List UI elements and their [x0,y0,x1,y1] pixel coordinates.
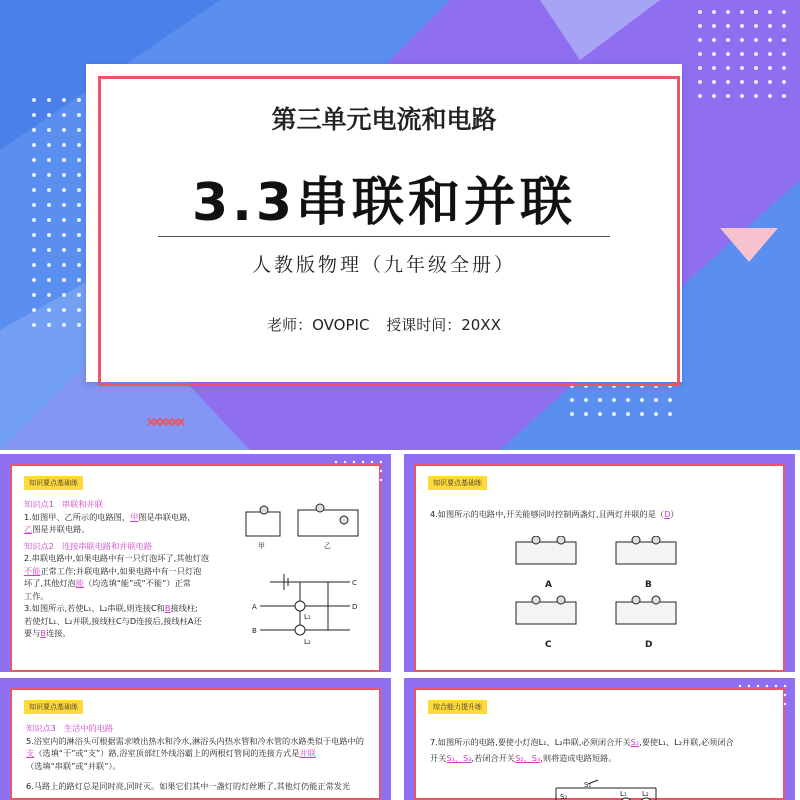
decorative-dot [698,24,702,28]
decorative-dot [739,685,741,687]
decorative-dot [32,128,36,132]
decorative-dot [712,38,716,42]
decorative-dot [77,248,81,252]
decorative-dot [32,158,36,162]
decorative-dot [335,470,337,472]
text-line: 7.如图所示的电路,要使小灯泡L₁、L₂串联,必须闭合开关S₂,要使L₁、L₂并联,必须闭合 [430,737,734,747]
decorative-dot [62,248,66,252]
decorative-dot [584,412,588,416]
diagram-label: 甲 [258,542,265,550]
decorative-dot [712,24,716,28]
text-line: 3.如图所示,若使L₁、L₂串联,则连接C和B接线柱; [24,603,198,613]
decorative-dot [782,38,786,42]
decorative-dot [62,113,66,117]
lesson-time-label: 授课时间：20XX [386,316,501,334]
decorative-dot [712,66,716,70]
decorative-dot [740,24,744,28]
decorative-dot [739,694,741,696]
decorative-dot [775,685,777,687]
decorative-dot [768,24,772,28]
decorative-dot [726,38,730,42]
decorative-dot [344,470,346,472]
question-4: 4.如图所示的电路中,开关能够同时控制两盏灯,且两灯并联的是（D） [430,509,679,519]
decorative-dot [754,94,758,98]
decorative-dot [62,218,66,222]
decorative-dot [712,80,716,84]
decorative-dot [47,293,51,297]
decorative-dot [768,94,772,98]
decorative-dot [32,203,36,207]
decorative-dot [698,66,702,70]
decorative-dot [62,98,66,102]
decorative-dot [768,38,772,42]
decorative-dot [77,188,81,192]
decorative-dot [77,293,81,297]
decorative-dot [698,38,702,42]
decorative-dot [766,703,768,705]
lesson-title: 3.3串联和并联 [191,173,577,233]
decorative-dot [47,113,51,117]
diagram-label: L₂ [642,790,649,798]
decorative-dot [77,323,81,327]
diagram-label: C [352,579,357,587]
decorative-dot [77,203,81,207]
decorative-dot [784,694,786,696]
diagram-label: L₁ [620,790,627,798]
decorative-dot [47,278,51,282]
decorative-dot [612,398,616,402]
decorative-dot [754,80,758,84]
decorative-dot [362,461,364,463]
decorative-dot [32,98,36,102]
decorative-dot [598,412,602,416]
decorative-dot [32,323,36,327]
decorative-dot [766,694,768,696]
decorative-dot [640,398,644,402]
decorative-dot [77,278,81,282]
diagram-label: S₁ [584,781,592,789]
decorative-dot [740,38,744,42]
text-line: 坏了,其他灯泡能（均选填“能”或“不能”）正常 [24,578,191,588]
decorative-dot [353,470,355,472]
teacher-label: 老师：OVOPIC [267,316,370,334]
decorative-dot [32,233,36,237]
decorative-dot [62,323,66,327]
decorative-dot [371,470,373,472]
decorative-dot [766,685,768,687]
text-line: 若使灯L₁、L₂并联,接线柱C与D连接后,接线柱A还 [24,615,202,626]
decorative-dot [62,293,66,297]
decorative-dot [380,470,382,472]
decorative-dot [784,685,786,687]
section-tag: 知识要点基础练 [24,700,83,714]
decorative-dot [62,308,66,312]
decorative-dot [712,10,716,14]
decorative-dot [782,10,786,14]
decorative-dot [626,412,630,416]
decorative-dot [654,398,658,402]
decorative-dot [782,66,786,70]
decorative-dot [32,278,36,282]
decorative-dot [47,158,51,162]
circuit-diagrams [240,502,370,652]
decorative-dot [668,412,672,416]
diagram-label: A [252,603,257,611]
decorative-dot [757,685,759,687]
decorative-dot [740,94,744,98]
decorative-dot [371,479,373,481]
decorative-dot [570,398,574,402]
decorative-dot [32,308,36,312]
decorative-dot [754,52,758,56]
decorative-dot [77,308,81,312]
text-line: 不能正常工作;并联电路中,如果电路中有一只灯泡 [24,565,202,576]
decorative-dot [754,66,758,70]
section-tag: 知识要点基础练 [24,476,83,490]
decorative-dot [775,694,777,696]
decorative-dot [344,479,346,481]
thumb-3-body [26,722,376,793]
option-label: D [645,640,653,650]
decorative-dot [32,248,36,252]
decorative-dot [47,233,51,237]
decorative-dot [712,94,716,98]
decorative-dot [768,80,772,84]
decorative-dot [335,479,337,481]
circuit-7-diagram [546,778,666,800]
decorative-dot [77,143,81,147]
diagram-label: D [352,603,358,611]
decorative-dot [62,173,66,177]
text-line: 要与B连接。 [24,628,71,638]
decorative-dot [739,703,741,705]
decorative-dot [32,143,36,147]
decorative-dots [330,456,390,496]
decorative-dot [782,94,786,98]
decorative-dot [362,470,364,472]
decorative-dot [726,52,730,56]
text-line: 2.串联电路中,如果电路中有一只灯泡坏了,其他灯泡 [24,553,209,563]
decorative-dot [757,703,759,705]
decorative-dot [598,398,602,402]
decorative-dot [698,80,702,84]
decorative-dot [380,479,382,481]
decorative-dot [698,52,702,56]
decorative-dot [726,66,730,70]
knowledge-heading: 知识点2 连接串联电路和并联电路 [24,540,153,551]
decorative-dot [740,66,744,70]
text-line: 乙图是并联电路。 [24,524,90,534]
decorative-dot [748,694,750,696]
decorative-dot [584,398,588,402]
decorative-dot [335,461,337,463]
decorative-dot [32,173,36,177]
decorative-dot [77,98,81,102]
decorative-dot [784,703,786,705]
decorative-dot [740,80,744,84]
decorative-dot [62,263,66,267]
diagram-label: L₂ [304,638,311,646]
decorative-dot [77,158,81,162]
diagram-label: 乙 [324,542,331,550]
decorative-dot [32,293,36,297]
decorative-dot [768,52,772,56]
decorative-dot [668,398,672,402]
decorative-dots [734,680,794,720]
question-7 [430,736,780,764]
decorative-dot [740,52,744,56]
decorative-dot [748,703,750,705]
section-tag: 知识要点基础练 [428,476,487,490]
decorative-dot [32,188,36,192]
text-line: 工作。 [24,590,49,601]
slide-thumbnail-3[interactable] [0,678,391,800]
decorative-dot [640,412,644,416]
knowledge-heading: 知识点1 串联和并联 [24,499,103,509]
decorative-dot [626,398,630,402]
option-label: A [545,580,552,590]
diagram-label: S₂ [560,793,568,800]
decorative-dot [77,128,81,132]
decorative-dot [47,173,51,177]
decorative-dot [754,38,758,42]
decorative-dot [77,218,81,222]
decorative-dot [768,66,772,70]
decorative-dot [77,263,81,267]
decorative-dot [32,113,36,117]
decorative-dot [726,10,730,14]
decorative-dot [62,143,66,147]
title-divider [158,236,610,237]
decorative-dot [362,479,364,481]
decorative-dot [353,479,355,481]
decorative-dot [782,80,786,84]
text-line: 1.如图甲、乙所示的电路图，甲图是串联电路， [24,511,196,522]
decorative-dot [47,323,51,327]
decorative-dot [712,52,716,56]
decorative-dot [47,98,51,102]
decorative-dot [726,24,730,28]
decorative-dot [757,694,759,696]
text-line: 支（选填“干”或“支”）路,浴室顶部红外线浴霸上的两根灯管间的连接方式是并联 [26,748,316,758]
diagram-label: B [252,627,257,635]
decorative-dot [62,188,66,192]
decorative-dot [782,52,786,56]
decorative-dot [62,128,66,132]
edition-subtitle: 人教版物理（九年级全册） [251,254,516,276]
decorative-dot [47,248,51,252]
decorative-dot [748,685,750,687]
text-line: （选填“串联”或“并联”）。 [26,760,121,771]
decorative-dot [47,308,51,312]
decorative-dot [754,10,758,14]
slide-thumbnail-2[interactable] [404,454,795,672]
diagram-label: L₁ [304,613,311,621]
decorative-dot [726,94,730,98]
decorative-dot [654,412,658,416]
decorative-dot [47,263,51,267]
decorative-dot [344,461,346,463]
thumb-1-body [24,498,239,640]
decorative-dot [371,461,373,463]
knowledge-heading: 知识点3 生活中的电路 [26,723,114,733]
decorative-dot [353,461,355,463]
unit-title: 第三单元电流和电路 [271,105,497,134]
decorative-dot [62,203,66,207]
decorative-dot [77,233,81,237]
option-label: C [545,640,552,650]
option-label: B [645,580,652,590]
decorative-dot [47,188,51,192]
decorative-dot [47,218,51,222]
decorative-dot [768,10,772,14]
text-line: 5.浴室内的淋浴头可根据需求喷出热水和冷水,淋浴头内热水管和冷水管的水路类似于电路中的 [26,735,364,746]
text-line: 开关S₁、S₃,若闭合开关S₂、S₃,则将造成电路短路。 [430,752,617,763]
teacher-info [86,314,682,335]
decorative-dot [32,218,36,222]
decorative-dot [77,173,81,177]
decorative-dot [740,10,744,14]
decorative-dot [32,263,36,267]
decorative-dot [62,278,66,282]
section-tag: 综合能力提升练 [428,700,487,714]
decorative-dot [77,113,81,117]
text-line: 6.马路上的路灯总是同时亮,同时灭。如果它们其中一盏灯的灯丝断了,其他灯仍能正常发光 [26,781,351,791]
decorative-dot [380,461,382,463]
decorative-dot [62,158,66,162]
decorative-dot [726,80,730,84]
decorative-dot [698,10,702,14]
decorative-dot [570,412,574,416]
decorative-dot [754,24,758,28]
decorative-dot [775,703,777,705]
decorative-dot [47,203,51,207]
decorative-dot [698,94,702,98]
decorative-dot [62,233,66,237]
decorative-dot [47,143,51,147]
decorative-dot [612,412,616,416]
decorative-dot [47,128,51,132]
option-circuits [506,536,706,656]
decorative-dot [782,24,786,28]
